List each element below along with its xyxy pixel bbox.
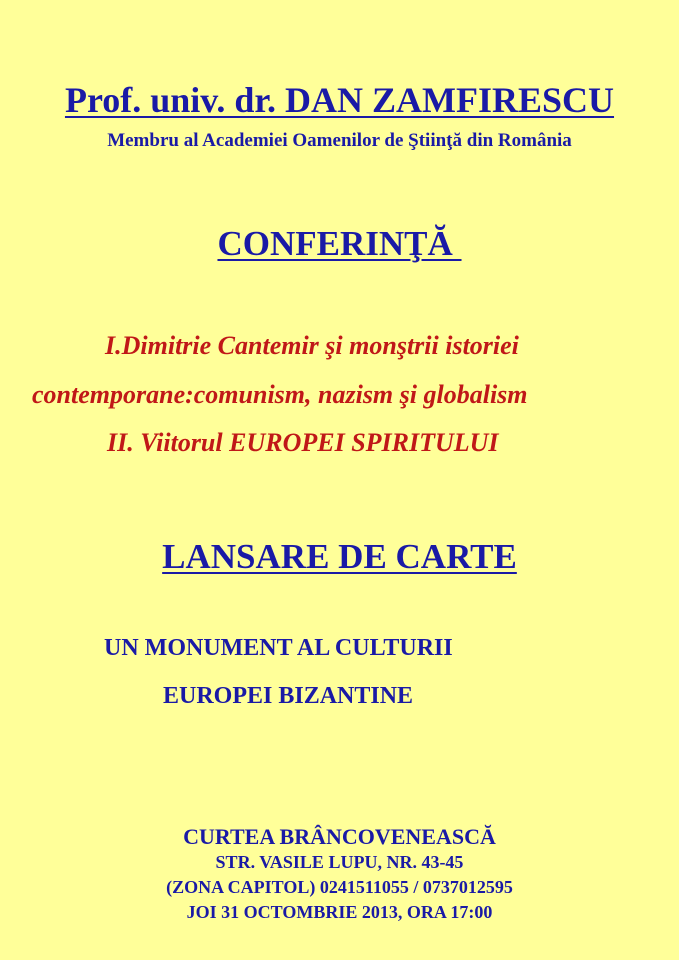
conference-topic-2: II. Viitorul EUROPEI SPIRITULUI [107,428,499,457]
venue-name: CURTEA BRÂNCOVENEASCĂ [183,824,496,849]
book-title-line-2: EUROPEI BIZANTINE [163,683,414,709]
conference-topic-1-line-2: contemporane:comunism, nazism şi globalism [32,380,528,409]
speaker-name: Prof. univ. dr. DAN ZAMFIRESCU [64,80,615,120]
venue-contact: (ZONA CAPITOL) 0241511055 / 0737012595 [166,877,513,897]
conference-topic-1-line-1: I.Dimitrie Cantemir şi monştrii istoriei [105,331,519,360]
book-title-line-1: UN MONUMENT AL CULTURII [104,635,453,661]
speaker-title: Membru al Academiei Oamenilor de Ştiinţă din România [107,130,572,151]
event-datetime: JOI 31 OCTOMBRIE 2013, ORA 17:00 [186,902,493,922]
book-launch-heading: LANSARE DE CARTE [162,537,517,576]
conference-heading: CONFERINŢĂ [217,224,462,263]
venue-address: STR. VASILE LUPU, NR. 43-45 [215,852,464,872]
